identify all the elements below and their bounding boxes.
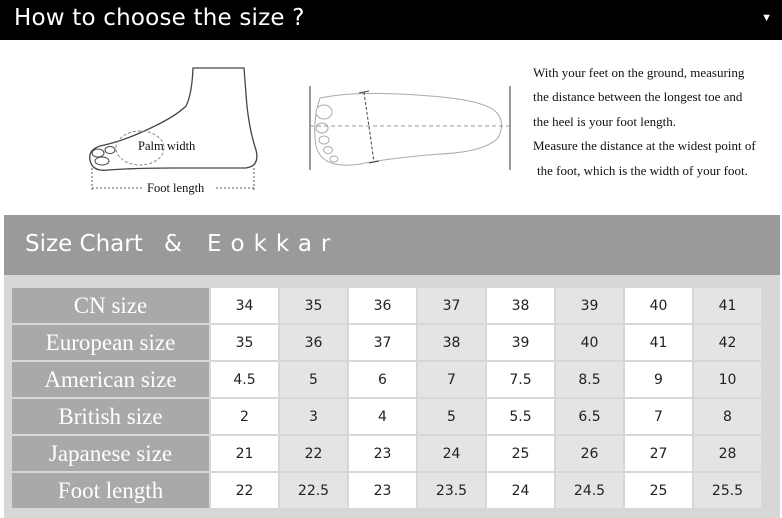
foot-side-view-illustration: [86, 56, 261, 198]
table-row: [12, 399, 761, 434]
table-cell: 7.5: [487, 362, 554, 397]
table-cell: 6: [349, 362, 416, 397]
foot-outline-icon: [300, 82, 522, 176]
ampersand: &: [164, 231, 182, 257]
row-label: CN size: [12, 288, 209, 323]
top-bar: [0, 0, 782, 40]
table-cell: 5.5: [487, 399, 554, 434]
instruction-line: the foot, which is the width of your foot.: [537, 162, 748, 178]
table-cell: 4: [349, 399, 416, 434]
table-cell: 25: [487, 436, 554, 471]
table-cell: 7: [625, 399, 692, 434]
table-cell: 27: [625, 436, 692, 471]
table-cell: 38: [487, 288, 554, 323]
table-cell: 22: [211, 473, 278, 508]
table-cell: 40: [556, 325, 623, 360]
row-label: European size: [12, 325, 209, 360]
table-cell: 28: [694, 436, 761, 471]
table-cell: 10: [694, 362, 761, 397]
table-cell: 6.5: [556, 399, 623, 434]
table-row: [12, 473, 761, 508]
row-label: Japanese size: [12, 436, 209, 471]
table-cell: 25: [625, 473, 692, 508]
table-cell: 34: [211, 288, 278, 323]
foot-side-outline: [90, 68, 257, 170]
table-row: [12, 362, 761, 397]
table-cell: 35: [211, 325, 278, 360]
table-row: [12, 288, 761, 323]
table-cell: 40: [625, 288, 692, 323]
instruction-line: With your feet on the ground, measuring: [533, 65, 745, 80]
table-cell: 41: [694, 288, 761, 323]
foot-top-outline: [315, 93, 502, 165]
table-cell: 26: [556, 436, 623, 471]
table-cell: 5: [280, 362, 347, 397]
table-cell: 37: [418, 288, 485, 323]
size-chart-title: Size Chart: [25, 231, 143, 257]
table-cell: 23.5: [418, 473, 485, 508]
measuring-instructions: [533, 61, 778, 183]
table-cell: 35: [280, 288, 347, 323]
instruction-line: Measure the distance at the widest point of: [533, 138, 756, 154]
table-cell: 39: [556, 288, 623, 323]
dropdown-caret-icon[interactable]: ▼: [761, 12, 772, 24]
table-cell: 24: [418, 436, 485, 471]
table-cell: 7: [418, 362, 485, 397]
table-cell: 8.5: [556, 362, 623, 397]
row-label: Foot length: [12, 473, 209, 508]
table-row: [12, 436, 761, 471]
table-cell: 24: [487, 473, 554, 508]
size-chart-header: [4, 215, 780, 275]
table-cell: 38: [418, 325, 485, 360]
table-cell: 25.5: [694, 473, 761, 508]
table-cell: 9: [625, 362, 692, 397]
table-cell: 42: [694, 325, 761, 360]
table-cell: 4.5: [211, 362, 278, 397]
table-cell: 8: [694, 399, 761, 434]
table-cell: 3: [280, 399, 347, 434]
table-cell: 36: [349, 288, 416, 323]
palm-width-label: Palm width: [138, 139, 196, 153]
table-cell: 22: [280, 436, 347, 471]
table-cell: 22.5: [280, 473, 347, 508]
table-cell: 24.5: [556, 473, 623, 508]
size-table: [10, 286, 763, 510]
table-cell: 21: [211, 436, 278, 471]
table-cell: 2: [211, 399, 278, 434]
foot-length-label: Foot length: [147, 181, 205, 195]
table-cell: 5: [418, 399, 485, 434]
table-cell: 23: [349, 436, 416, 471]
brand-name: Eokkar: [207, 231, 340, 257]
row-label: British size: [12, 399, 209, 434]
table-cell: 39: [487, 325, 554, 360]
table-cell: 37: [349, 325, 416, 360]
table-row: [12, 325, 761, 360]
instruction-line: the distance between the longest toe and: [533, 89, 743, 105]
page-title: How to choose the size ?: [14, 5, 305, 31]
table-cell: 23: [349, 473, 416, 508]
table-cell: 41: [625, 325, 692, 360]
instruction-line: the heel is your foot length.: [533, 113, 676, 129]
row-label: American size: [12, 362, 209, 397]
table-cell: 36: [280, 325, 347, 360]
